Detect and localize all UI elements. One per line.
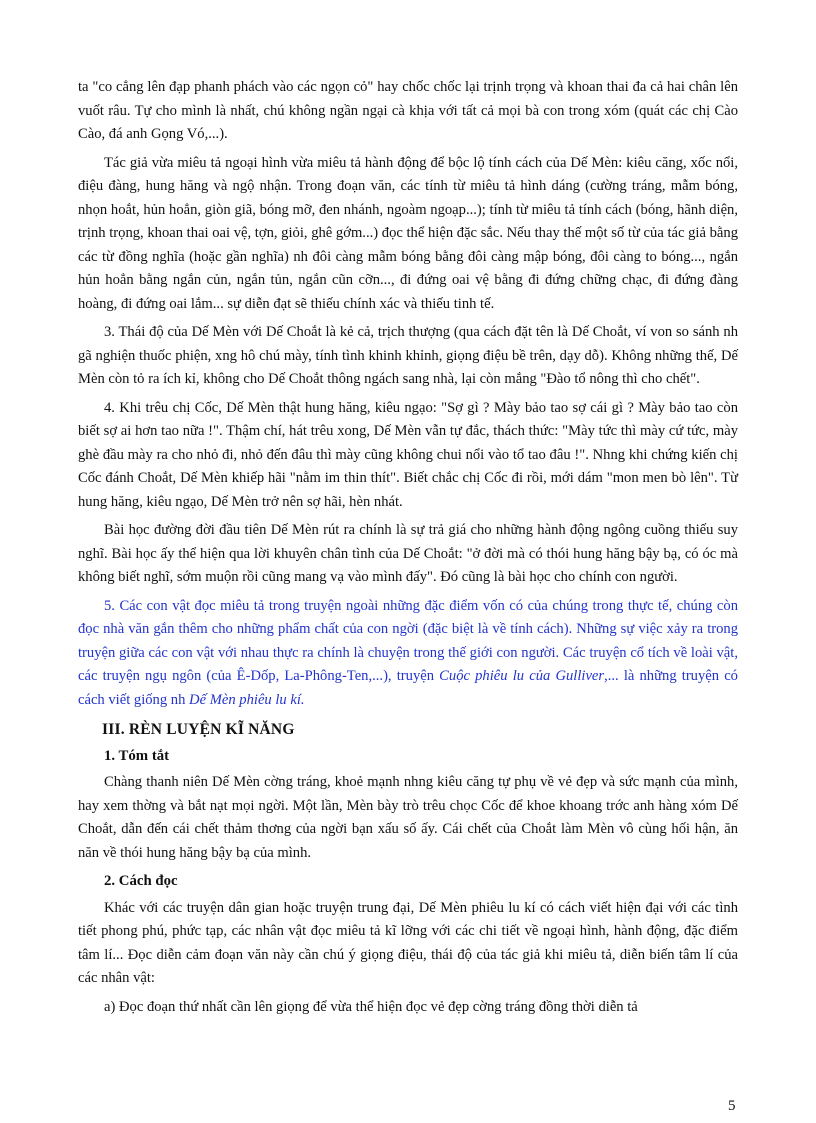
subsection-title-reading: 2. Cách đọc: [104, 873, 178, 889]
paragraph-continuation: ta "co cẳng lên đạp phanh phách vào các ngọn cỏ" hay chốc chốc lại trịnh trọng và khoan thai đa cả hai chân lên vuốt râu. Tự cho mình là nhất, chú không ngần ngại cà khịa với tất cả mọi bà con trong xóm (quát các chị Cào Cào, đá anh Gọng Vó,...).: [78, 79, 738, 142]
paragraph-3: 3. Thái độ của Dế Mèn với Dế Choắt là kẻ cả, trịch thượng (qua cách đặt tên là Dế Choắt, ví von so sánh nh gã nghiện thuốc phiện, xng hô chú mày, tính tình khinh khỉnh, giọng điệu bề trên, dạy dỗ). Không những thế, Dế Mèn còn tỏ ra ích kỉ, không cho Dế Choắt thông ngách sang nhà, lại còn mắng "Đào tổ nông thì cho chết".: [78, 324, 738, 387]
reading-item-a: a) Đọc đoạn thứ nhất cần lên giọng để vừa thể hiện đọc vẻ đẹp cờng tráng đồng thời diễn tả: [104, 998, 638, 1015]
reading-text: Khác với các truyện dân gian hoặc truyện trung đại, Dế Mèn phiêu lu kí có cách viết hiện đại với các tình tiết phong phú, phức tạp, các nhân vật đọc miêu tả kĩ lỡng với các chi tiết về ngoại hình, hành động, đặc điểm tâm lí... Đọc diễn cảm đoạn văn này cần chú ý giọng điệu, thái độ của tác giả khi miêu tả, diễn biến tâm lí của các nhân vật:: [78, 899, 738, 986]
summary-text: Chàng thanh niên Dế Mèn cờng tráng, khoẻ mạnh nhng kiêu căng tự phụ về vẻ đẹp và sức mạnh của mình, hay xem thờng và bắt nạt mọi ngời. Một lần, Mèn bày trò trêu chọc Cốc để khoe khoang trớc anh hàng xóm Dế Choắt, dẫn đến cái chết thảm thơng của ngời bạn xấu số ấy. Cái chết của Choắt làm Mèn vô cùng hối hận, ăn năn về thói hung hăng bậy bạ của mình.: [78, 774, 738, 861]
paragraph-5-blue: [78, 595, 738, 713]
body-text: [78, 76, 738, 1024]
page-number: 5: [728, 1098, 736, 1114]
blue-text-main: 5. Các con vật đọc miêu tả trong truyện ngoài những đặc điểm vốn có của chúng trong thực tế, chúng còn đọc nhà văn gắn thêm cho những phẩm chất của con ngời (đặc biệt là về tính cách). Những sự việc xảy ra trong truyện giữa các con vật với nhau thực ra chính là chuyện trong thế giới con người. Các truyện cổ tích về loài vật, các truyện ngụ ngôn (của Ê-Dốp, La-Phông-Ten,...), truyện: [78, 597, 738, 684]
paragraph-lesson: Bài học đường đời đầu tiên Dế Mèn rút ra chính là sự trả giá cho những hành động ngông cuồng thiếu suy nghĩ. Bài học ấy thể hiện qua lời khuyên chân tình của Dế Choắt: "ở đời mà có thói hung hăng bậy bạ, có óc mà không biết nghĩ, sớm muộn rồi cũng mang vạ vào mình đấy". Đó cũng là bài học cho chính con người.: [78, 522, 738, 585]
section-title: III. RÈN LUYỆN KĨ NĂNG: [102, 721, 295, 738]
blue-text-middle: ,... là những truyện có cách viết giống nh: [78, 668, 738, 708]
book-title-gulliver: Cuộc phiêu lu của Gulliver: [439, 668, 605, 684]
paragraph-analysis: Tác giả vừa miêu tả ngoại hình vừa miêu tả hành động để bộc lộ tính cách của Dế Mèn: kiêu căng, xốc nổi, điệu đàng, hung hăng và ngộ nhận. Trong đoạn văn, các tính từ miêu tả hình dáng (cường tráng, mẫm bóng, nhọn hoắt, hủn hoẳn, giòn giã, bóng mỡ, đen nhánh, ngoàm ngoạp...); tính từ miêu tả tính cách (bóng, hãnh diện, trịnh trọng, khoan thai oai vệ, tợn, giỏi, ghê gớm...) đọc thể hiện đặc sắc. Nếu thay thế một số từ của tác giả bằng các từ đồng nghĩa (hoặc gần nghĩa) nh đôi càng mẫm bóng bằng đôi càng mập bóng, đôi càng to bóng..., ngắn hủn hoẳn bằng ngắn củn, ngắn tủn, ngắn cũn cỡn..., đi đứng oai vệ bằng đi đứng chững chạc, đi đứng đàng hoàng, đi đứng oai lắm... sự diễn đạt sẽ thiếu chính xác và thiếu tinh tế.: [78, 154, 738, 312]
book-title-de-men: Dế Mèn phiêu lu kí.: [189, 691, 305, 708]
paragraph-4: 4. Khi trêu chị Cốc, Dế Mèn thật hung hăng, kiêu ngạo: "Sợ gì ? Mày bảo tao sợ cái gì ? Mày bảo tao còn biết sợ ai hơn tao nữa !". Thậm chí, hát trêu xong, Dế Mèn vẫn tự đắc, thách thức: "Mày tức thì mày cứ tức, mày ghè đầu mày ra cho nhỏ đi, nhỏ đến đâu thì mày cũng không chui nổi vào tổ tao đâu !". Nhng khi chứng kiến chị Cốc đánh Choắt, Dế Mèn khiếp hãi "nằm im thin thít". Biết chắc chị Cốc đi rồi, mới dám "mon men bò lên". Từ hung hăng, kiêu ngạo, Dế Mèn trở nên sợ hãi, hèn nhát.: [78, 399, 738, 510]
subsection-title-summary: 1. Tóm tắt: [104, 747, 170, 764]
